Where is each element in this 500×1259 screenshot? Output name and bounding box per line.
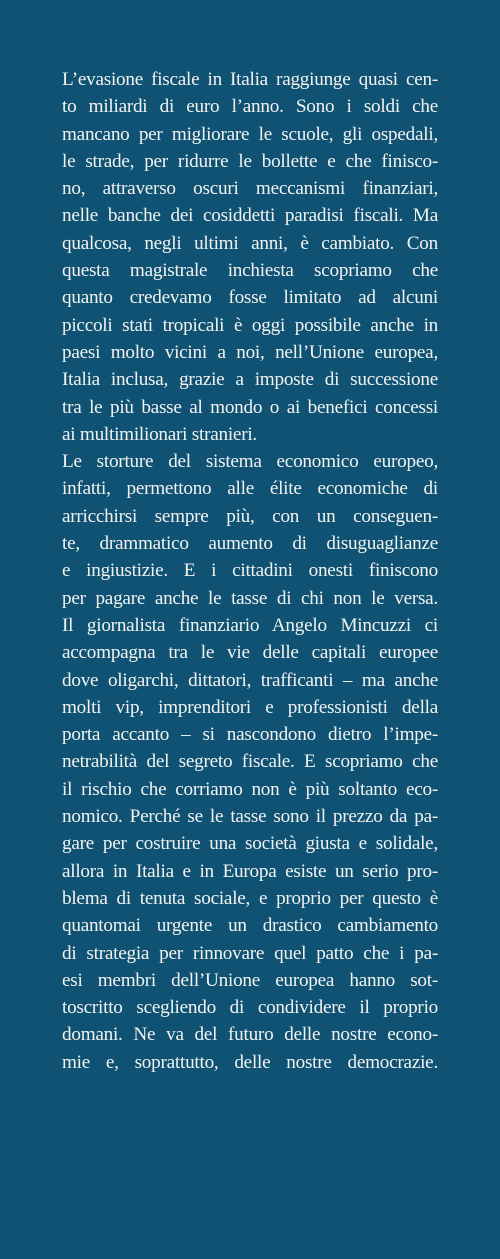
text-line: tra le più basse al mondo o ai benefici concessi [62,396,438,418]
text-line: Le storture del sistema economico europeo, [62,451,438,473]
text-line: allora in Italia e in Europa esiste un serio pro- [62,860,438,882]
text-line: dove oligarchi, dittatori, trafficanti – ma anche [62,669,438,691]
text-line: toscritto scegliendo di condividere il proprio [62,997,438,1019]
text-line: questa magistrale inchiesta scopriamo che [62,260,438,282]
text-line: di strategia per rinnovare quel patto che i pa- [62,942,438,964]
text-line: il rischio che corriamo non è più soltanto eco- [62,778,438,800]
text-line: accompagna tra le vie delle capitali europee [62,642,438,664]
text-line: te, drammatico aumento di disuguaglianze [62,533,438,555]
text-line: porta accanto – si nascondono dietro l’impe- [62,724,438,746]
text-line: le strade, per ridurre le bollette e che finisco- [62,150,438,172]
blurb-paragraph-2 [62,448,438,1076]
text-line: per pagare anche le tasse di chi non le versa. [62,587,438,609]
text-line: nomico. Perché se le tasse sono il prezzo da pa- [62,806,438,828]
text-line: quanto credevamo fosse limitato ad alcuni [62,287,438,309]
text-line: quantomai urgente un drastico cambiamento [62,915,438,937]
text-line: Italia inclusa, grazie a imposte di successione [62,369,438,391]
text-line: L’evasione fiscale in Italia raggiunge quasi cen- [62,69,438,90]
text-line: infatti, permettono alle élite economiche di [62,478,438,500]
text-line: paesi molto vicini a noi, nell’Unione europea, [62,341,438,363]
text-line: nelle banche dei cosiddetti paradisi fiscali. Ma [62,205,438,227]
text-line: blema di tenuta sociale, e proprio per questo è [62,887,438,909]
text-line: netrabilità del segreto fiscale. E scopriamo che [62,751,438,773]
blurb-paragraph-1 [62,66,438,448]
text-line: arricchirsi sempre più, con un conseguen- [62,505,438,527]
text-line: piccoli stati tropicali è oggi possibile anche in [62,314,438,336]
text-line: esi membri dell’Unione europea hanno sot- [62,969,438,991]
text-line: gare per costruire una società giusta e solidale, [62,833,438,855]
text-line: ai multimilionari stranieri. [62,423,257,445]
text-line: Il giornalista finanziario Angelo Mincuzzi ci [62,614,438,636]
text-line: e ingiustizie. E i cittadini onesti finiscono [62,560,438,582]
text-line: mancano per migliorare le scuole, gli ospedali, [62,123,438,145]
back-cover-blurb [62,66,438,1076]
text-line: no, attraverso oscuri meccanismi finanziari, [62,178,438,200]
text-line: molti vip, imprenditori e professionisti della [62,696,438,718]
text-line: mie e, soprattutto, delle nostre democrazie. [62,1051,438,1073]
text-line: to miliardi di euro l’anno. Sono i soldi che [62,96,438,118]
text-line: qualcosa, negli ultimi anni, è cambiato. Con [62,232,438,254]
text-line: domani. Ne va del futuro delle nostre econo- [62,1024,438,1046]
